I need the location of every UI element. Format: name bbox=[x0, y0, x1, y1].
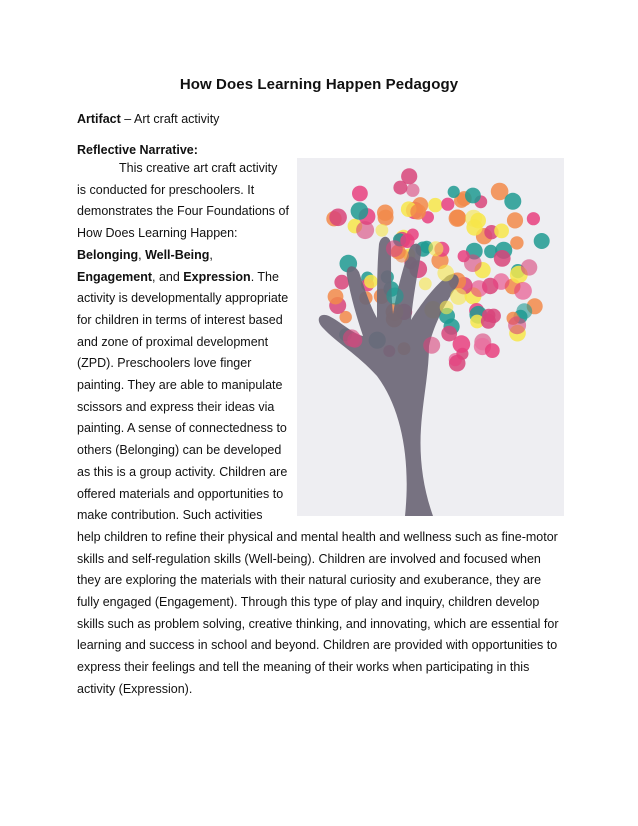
paint-dot bbox=[516, 303, 532, 319]
paint-dot bbox=[450, 288, 467, 305]
artifact-label: Artifact bbox=[77, 112, 121, 126]
foundation-expression: Expression bbox=[183, 269, 251, 284]
paint-dot bbox=[448, 186, 460, 198]
paint-dot bbox=[419, 277, 432, 290]
paint-dot bbox=[471, 280, 488, 297]
paint-dot bbox=[464, 254, 482, 272]
paint-dot bbox=[441, 198, 454, 211]
paint-dot bbox=[474, 338, 491, 355]
paint-dot bbox=[401, 168, 417, 184]
tree-handprint-image bbox=[297, 158, 564, 516]
narrative-text-2: . The activity is developmentally appropriate for children in terms of interest based and zone of proximal development (ZPD). Preschoolers love finger painting. They are able to manipulate scissors and express their ideas via painting. A sense of connectedness to others (Belonging) can be developed as this is a group activity. Children are offered materials and opportunities to make contribution. Such activities help children to refine their physical and mental health and wellness such as fine-motor skills and self-regulation skills (Well-being). Children are involved and focused when they are exploring the materials with their natural curiosity and exuberance, they are fully engaged (Engagement). Through this type of play and inquiry, children develop skills such as problem solving, creative thinking, and innovating, which are essential for learning and success in school and beyond. Children are provided with opportunities to express their feelings and tell the meaning of their works when participating in this activity (Expression). bbox=[77, 269, 559, 696]
paint-dot bbox=[376, 224, 389, 237]
paint-dot bbox=[329, 209, 347, 227]
paint-dot bbox=[465, 210, 482, 227]
paint-dot bbox=[428, 198, 442, 212]
paint-dot bbox=[465, 188, 481, 204]
paint-dot bbox=[504, 193, 521, 210]
foundation-well-being: Well-Being bbox=[145, 247, 210, 262]
artifact-separator: – bbox=[120, 112, 134, 126]
foundation-engagement: Engagement bbox=[77, 269, 153, 284]
paint-dot bbox=[334, 275, 349, 290]
narrative-separator-2: , bbox=[209, 247, 213, 262]
paint-dot bbox=[521, 259, 537, 275]
paint-dot bbox=[510, 236, 523, 249]
narrative-separator-3: , and bbox=[152, 269, 184, 284]
paint-dot bbox=[493, 273, 510, 290]
page-title: How Does Learning Happen Pedagogy bbox=[179, 76, 459, 93]
paint-dot bbox=[328, 289, 344, 305]
paint-dot bbox=[527, 212, 540, 225]
paint-dot bbox=[494, 224, 509, 239]
paint-dot bbox=[507, 212, 523, 228]
paint-dot bbox=[450, 210, 466, 226]
paint-dot bbox=[428, 241, 443, 256]
narrative-text-1: This creative art craft activity is conducted for preschoolers. It demonstrates the Four Foundations of How Does Learning Happen: bbox=[77, 161, 289, 241]
paint-dot bbox=[440, 301, 454, 315]
paint-dot bbox=[441, 326, 457, 342]
paint-dot bbox=[351, 202, 369, 220]
paint-dot bbox=[410, 204, 426, 220]
paint-dot bbox=[481, 314, 496, 329]
paint-dot bbox=[514, 282, 532, 300]
paint-dot bbox=[449, 353, 462, 366]
paint-dot bbox=[356, 221, 374, 239]
artifact-photo bbox=[297, 158, 564, 516]
paint-dot bbox=[352, 186, 368, 202]
paint-dot bbox=[386, 288, 403, 305]
paint-dot bbox=[494, 250, 511, 267]
paint-dot bbox=[406, 184, 419, 197]
narrative-body bbox=[77, 158, 564, 701]
artifact-line bbox=[77, 112, 219, 126]
narrative-heading: Reflective Narrative: bbox=[77, 143, 198, 157]
paint-dot bbox=[423, 337, 440, 354]
narrative-separator-1: , bbox=[138, 247, 146, 262]
paint-dot bbox=[378, 210, 394, 226]
paint-dot bbox=[347, 333, 362, 348]
paint-dot bbox=[386, 240, 403, 257]
paint-dot bbox=[534, 233, 550, 249]
foundation-belonging: Belonging bbox=[77, 247, 139, 262]
paint-dot bbox=[364, 275, 378, 289]
artifact-value: Art craft activity bbox=[133, 112, 220, 126]
paint-dot bbox=[437, 265, 454, 282]
